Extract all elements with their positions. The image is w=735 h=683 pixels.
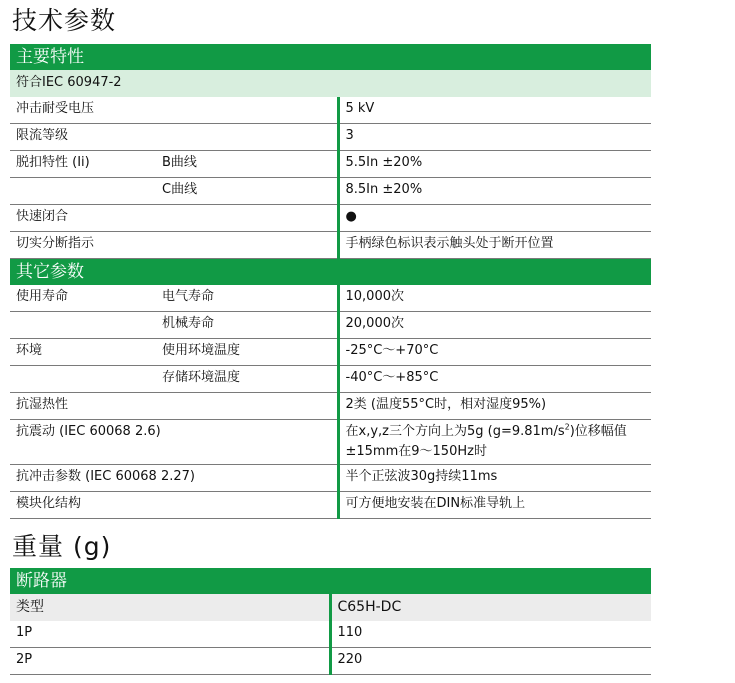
row-type: 1P [10,621,330,648]
weight-table [10,568,651,675]
table-row [10,151,651,178]
spec-table [10,44,651,519]
table-row [10,178,651,205]
table-row [10,205,651,232]
row-sub: C曲线 [156,178,338,205]
standard-note: 符合IEC 60947-2 [10,70,651,97]
row-sub: 机械寿命 [156,312,338,339]
row-label: 抗湿热性 [10,393,156,420]
row-label: 限流等级 [10,124,156,151]
value-part: )位移幅值 ±15mm在9～150Hz时 [345,424,627,459]
table-row [10,312,651,339]
row-sub: 使用环境温度 [156,339,338,366]
row-label: 模块化结构 [10,492,338,519]
section-header-breaker: 断路器 [10,568,651,594]
table-row [10,393,651,420]
row-value: -25°C～+70°C [338,339,651,366]
row-value: 2类 (温度55°C时，相对湿度95%) [338,393,651,420]
row-value: 3 [338,124,651,151]
col-type: 类型 [10,594,330,621]
row-value: 可方便地安装在DIN标准导轨上 [338,492,651,519]
row-label: 快速闭合 [10,205,156,232]
row-label [10,312,156,339]
bullet-icon: ● [338,205,651,232]
table-header-row [10,594,651,621]
row-value: 20,000次 [338,312,651,339]
row-value: 110 [330,621,651,648]
spec-title: 技术参数 [12,6,117,35]
row-label: 使用寿命 [10,285,156,312]
row-sub [156,393,338,420]
row-sub [156,97,338,124]
row-label: 抗冲击参数 (IEC 60068 2.27) [10,465,338,492]
table-row [10,97,651,124]
row-label: 脱扣特性 (Ii) [10,151,156,178]
table-row [10,124,651,151]
row-label: 冲击耐受电压 [10,97,156,124]
table-row [10,648,651,675]
row-label [10,178,156,205]
table-row [10,492,651,519]
table-row [10,465,651,492]
row-sub [156,124,338,151]
row-sub: 存储环境温度 [156,366,338,393]
row-value: 10,000次 [338,285,651,312]
row-sub [156,205,338,232]
row-value: 5.5In ±20% [338,151,651,178]
row-value: 手柄绿色标识表示触头处于断开位置 [338,232,651,259]
value-part: 在x,y,z三个方向上为5g (g=9.81m/s [345,424,565,439]
table-row [10,232,651,259]
section-header-main: 主要特性 [10,44,651,70]
row-label [10,366,156,393]
superscript: 2 [564,422,570,432]
row-value: -40°C～+85°C [338,366,651,393]
row-sub: B曲线 [156,151,338,178]
col-model: C65H-DC [330,594,651,621]
row-label: 切实分断指示 [10,232,156,259]
table-row [10,339,651,366]
row-sub [156,232,338,259]
row-value [338,420,651,465]
row-sub: 电气寿命 [156,285,338,312]
row-label: 抗震动 (IEC 60068 2.6) [10,420,338,465]
table-row [10,420,651,465]
table-row [10,285,651,312]
section-header-other: 其它参数 [10,259,651,286]
row-value: 5 kV [338,97,651,124]
table-row [10,366,651,393]
row-value: 半个正弦波30g持续11ms [338,465,651,492]
row-value: 220 [330,648,651,675]
table-row [10,621,651,648]
row-type: 2P [10,648,330,675]
row-label: 环境 [10,339,156,366]
row-value: 8.5In ±20% [338,178,651,205]
weight-title: 重量 (g) [12,532,112,561]
